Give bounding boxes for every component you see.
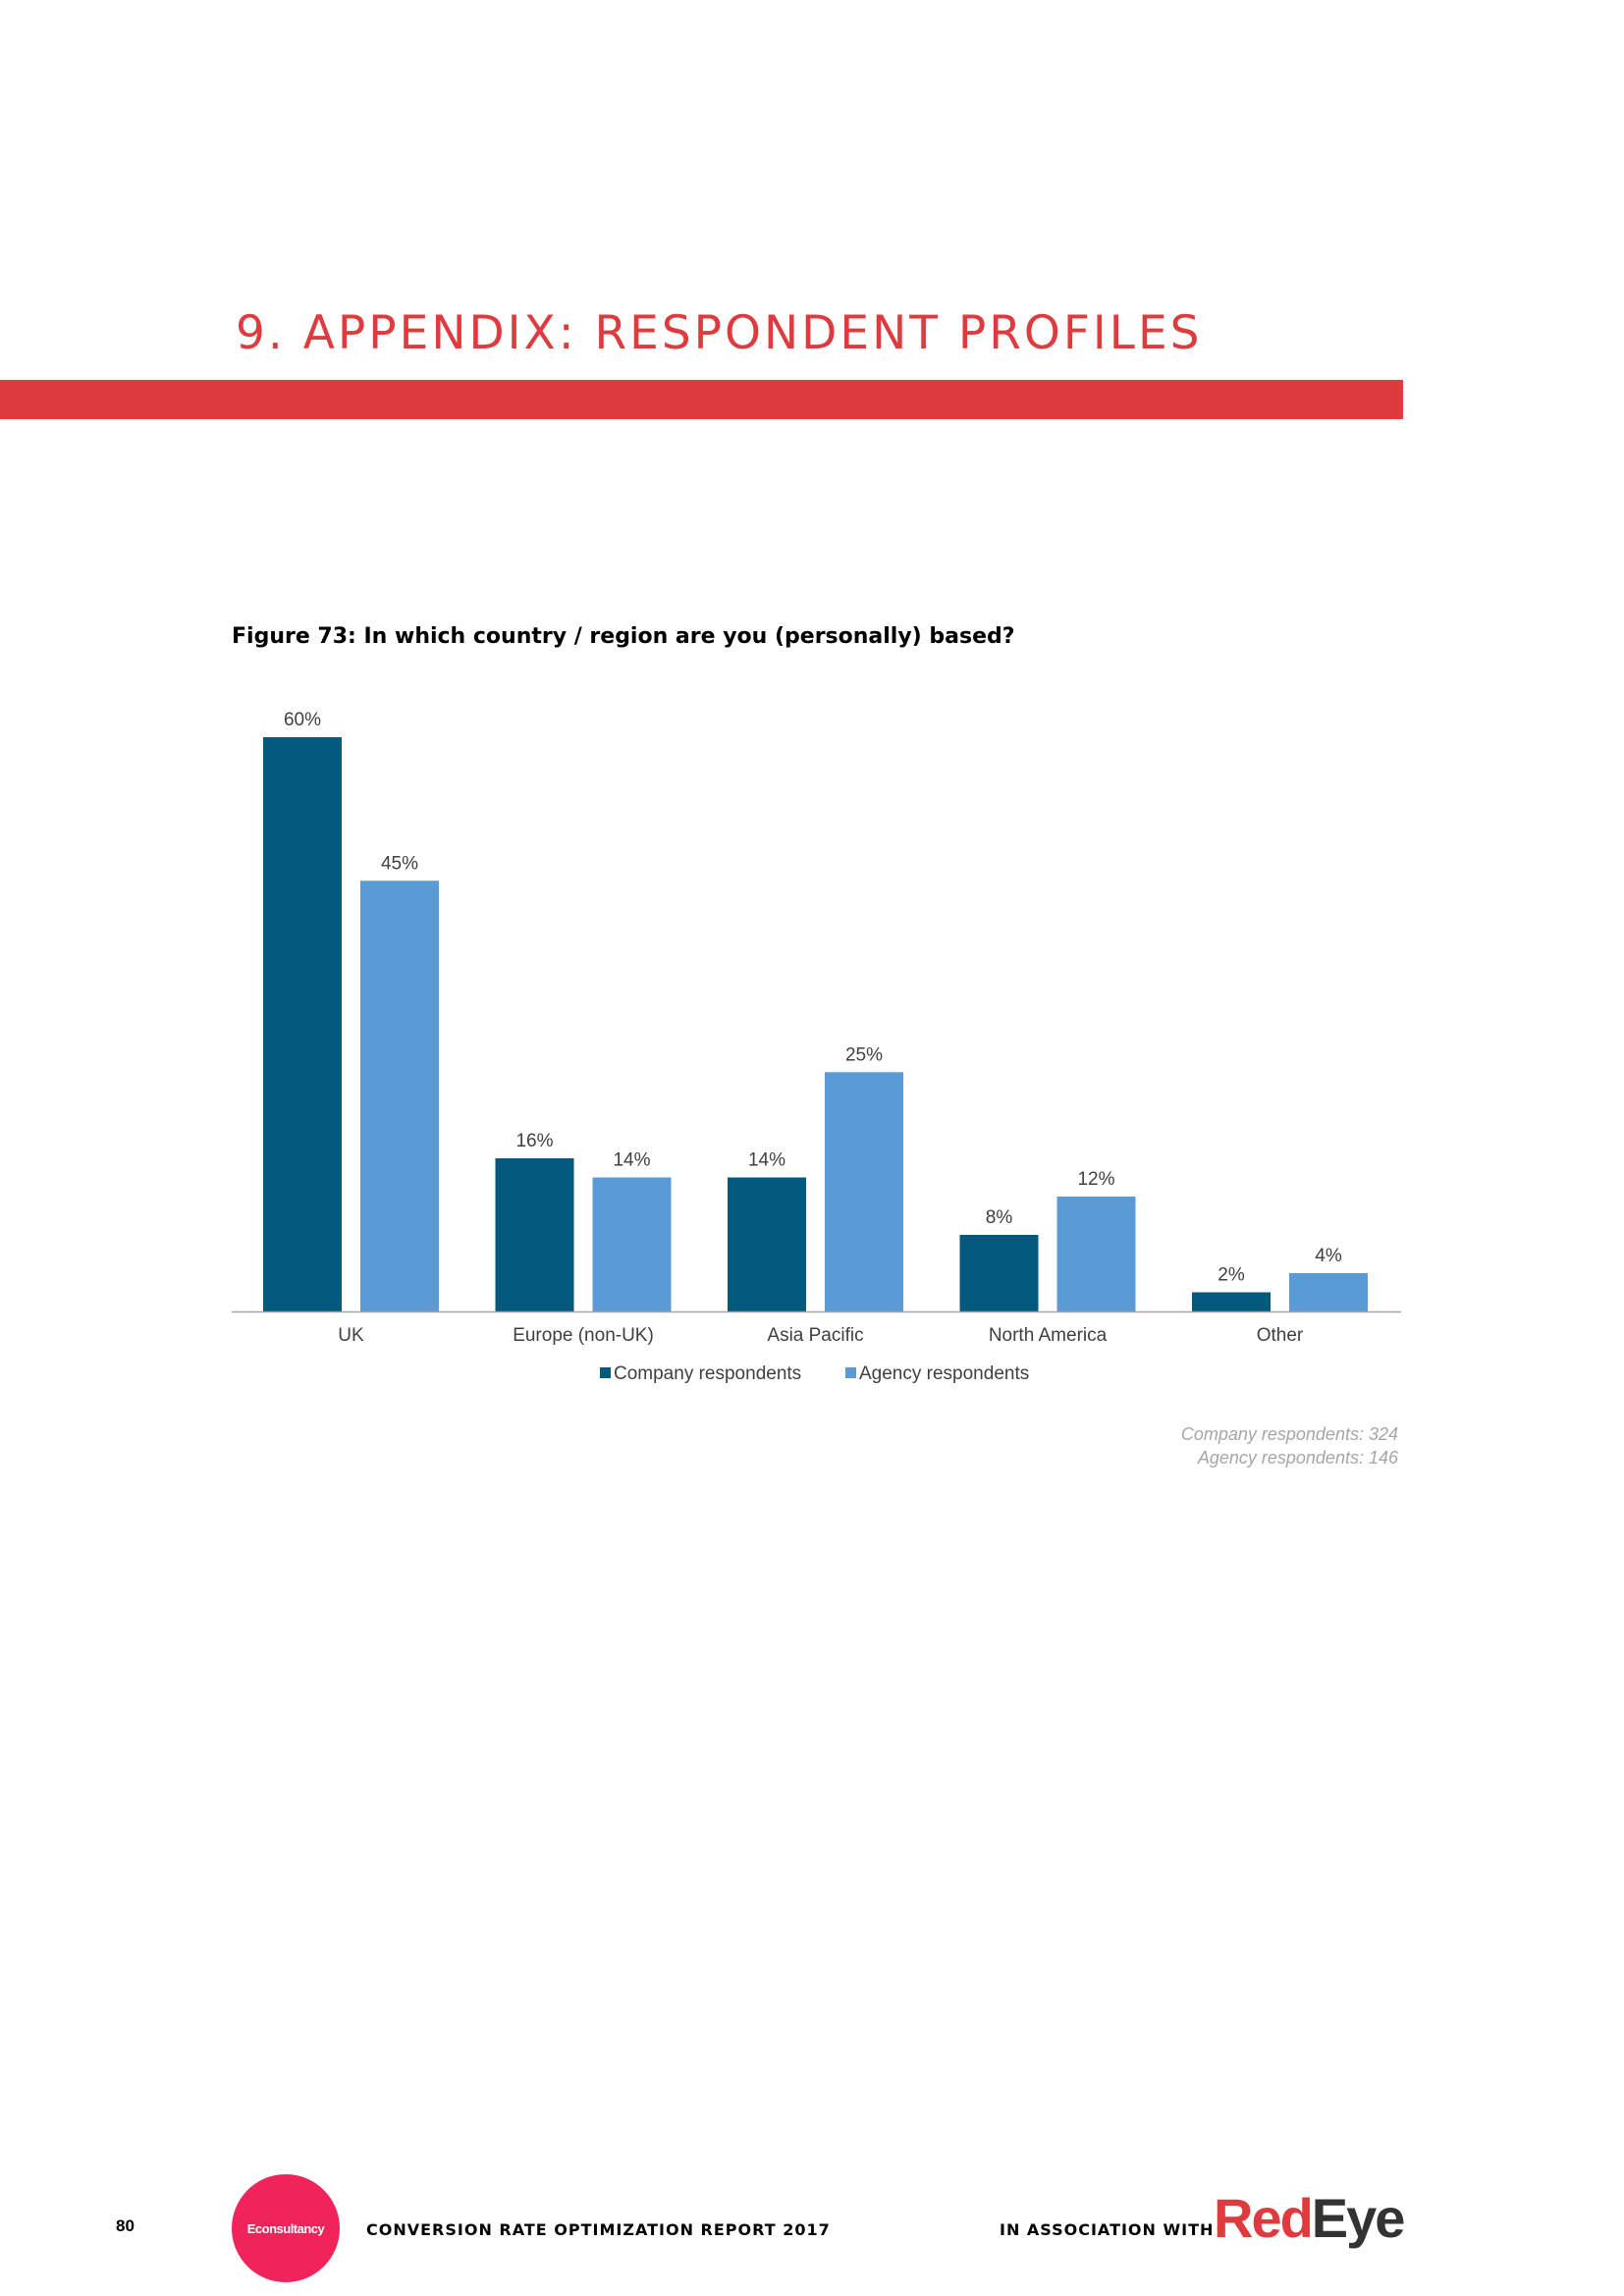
legend-label-agency: Agency respondents (859, 1363, 1030, 1384)
data-label: 12% (1077, 1169, 1115, 1190)
data-label: 14% (613, 1149, 651, 1171)
econsultancy-logo-text: Econsultancy (246, 2220, 325, 2236)
figure-title: Figure 73: In which country / region are you (personally) based? (232, 624, 1015, 649)
data-label: 4% (1315, 1246, 1342, 1266)
association-label: IN ASSOCIATION WITH (1000, 2220, 1215, 2239)
data-label: 8% (985, 1207, 1013, 1228)
title-bar (0, 380, 1403, 419)
report-name: CONVERSION RATE OPTIMIZATION REPORT 2017 (366, 2220, 831, 2239)
bar-europe-non-uk--agency (593, 1178, 672, 1312)
redeye-logo-dark: Eye (1311, 2187, 1404, 2249)
legend-swatch-agency (845, 1367, 856, 1378)
redeye-logo (1214, 2187, 1404, 2249)
bar-chart (0, 687, 1624, 1404)
category-label: North America (988, 1325, 1108, 1346)
data-label: 14% (747, 1149, 786, 1171)
bar-uk-agency (360, 881, 439, 1311)
category-label: Other (1256, 1325, 1304, 1346)
legend-label-company: Company respondents (614, 1363, 802, 1384)
category-label: Asia Pacific (767, 1325, 864, 1346)
data-label: 2% (1218, 1264, 1245, 1286)
bar-uk-company (263, 737, 342, 1311)
data-label: 60% (283, 710, 322, 730)
bar-europe-non-uk--company (496, 1158, 574, 1311)
bar-asia-pacific-agency (825, 1072, 903, 1311)
bar-other-agency (1289, 1273, 1368, 1311)
data-label: 45% (380, 853, 419, 875)
bar-north-america-company (960, 1235, 1039, 1311)
econsultancy-logo (232, 2174, 340, 2282)
category-label: UK (338, 1325, 364, 1346)
redeye-logo-red: Red (1214, 2187, 1312, 2249)
legend-swatch-company (600, 1367, 611, 1378)
data-label: 25% (844, 1044, 884, 1066)
category-label: Europe (non-UK) (513, 1325, 654, 1346)
agency-respondents-note: Agency respondents: 146 (1197, 1448, 1398, 1468)
page-number: 80 (116, 2216, 135, 2235)
data-label: 16% (515, 1131, 554, 1151)
company-respondents-note: Company respondents: 324 (1180, 1424, 1398, 1444)
bar-asia-pacific-company (728, 1178, 806, 1312)
section-title: 9. APPENDIX: RESPONDENT PROFILES (236, 306, 1203, 360)
bar-north-america-agency (1057, 1197, 1136, 1311)
bar-other-company (1192, 1293, 1271, 1312)
